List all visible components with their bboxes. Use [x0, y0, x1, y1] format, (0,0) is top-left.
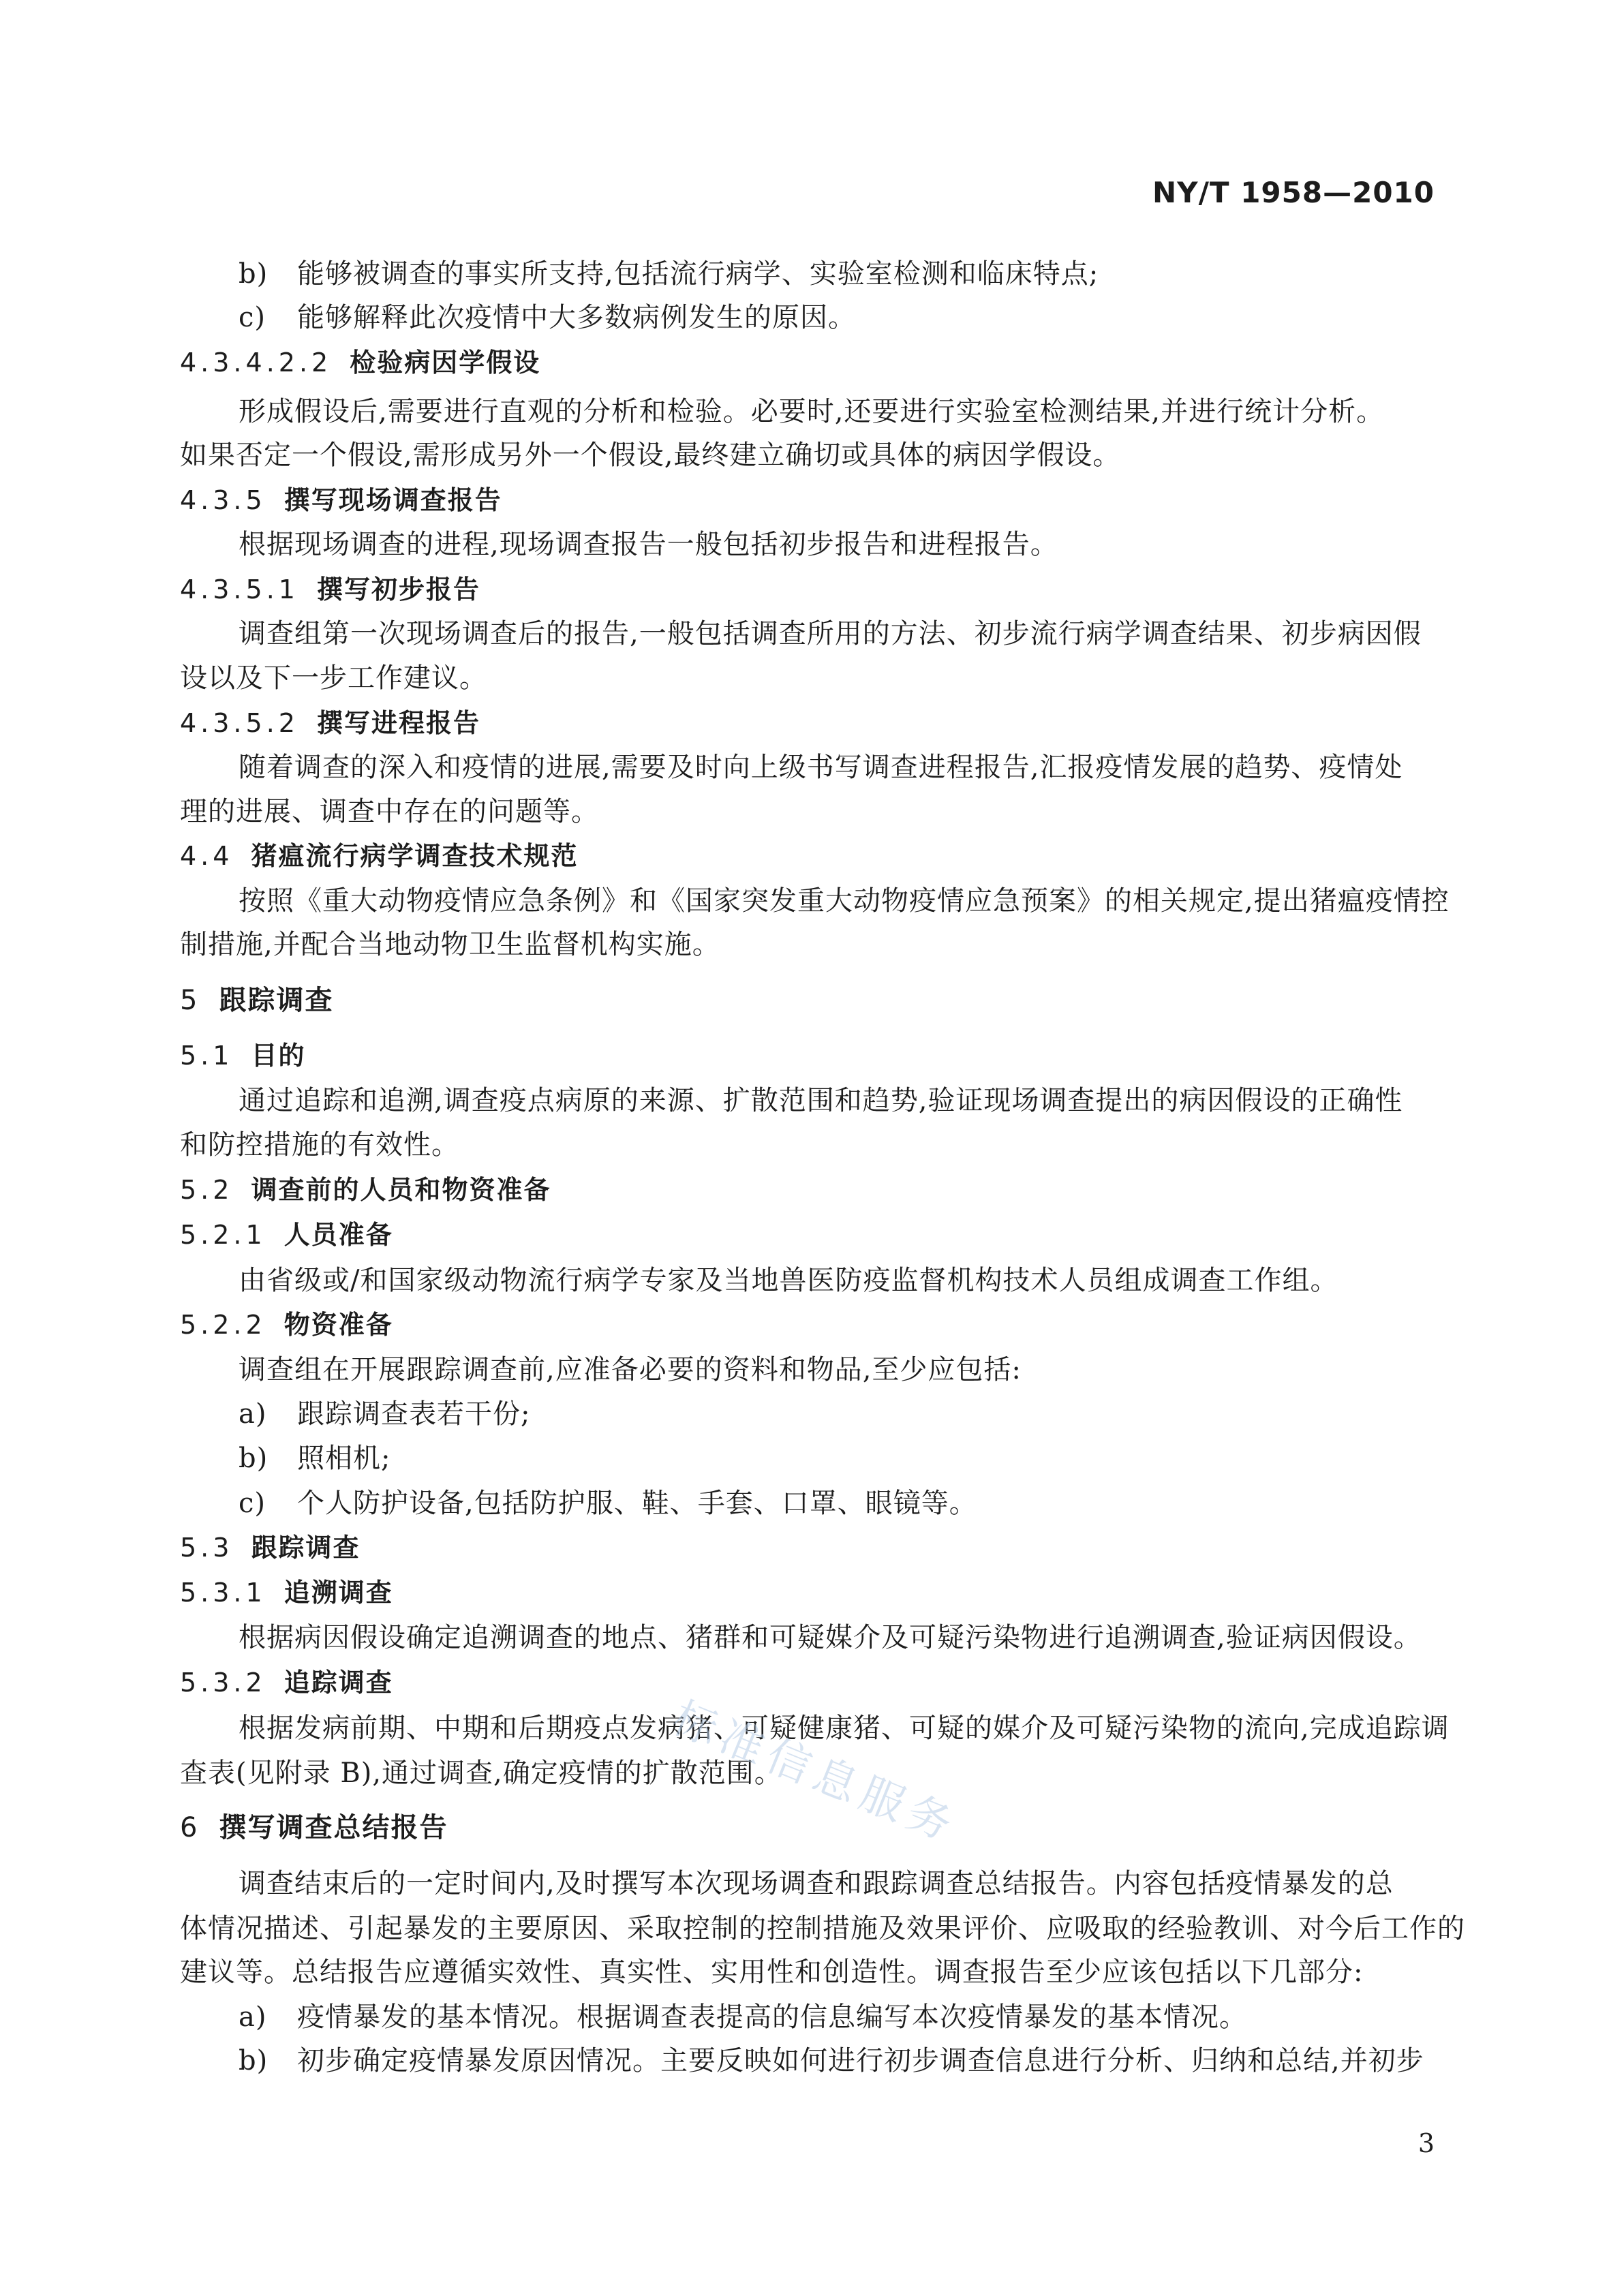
list-label: c) — [239, 1488, 266, 1519]
paragraph-line: 根据现场调查的进程,现场调查报告一般包括初步报告和进程报告。 — [239, 529, 1058, 560]
section-title: 追溯调查 — [284, 1578, 393, 1608]
section-number: 4.3.5.1 — [180, 574, 299, 604]
section-title: 猪瘟流行病学调查技术规范 — [251, 841, 579, 871]
section-title: 撰写现场调查报告 — [284, 485, 502, 515]
list-item — [239, 2047, 1424, 2074]
paragraph-continuation: 和防控措施的有效性。 — [180, 1129, 459, 1161]
paragraph-continuation: 如果否定一个假设,需形成另外一个假设,最终建立确切或具体的病因学假设。 — [180, 440, 1121, 471]
section-heading — [180, 1312, 393, 1338]
paragraph-line: 由省级或/和国家级动物流行病学专家及当地兽医防疫监督机构技术人员组成调查工作组。 — [239, 1265, 1338, 1296]
section-number: 5.2 — [180, 1175, 234, 1205]
list-text: 初步确定疫情暴发原因情况。主要反映如何进行初步调查信息进行分析、归纳和总结,并初步 — [297, 2045, 1424, 2076]
list-label: a) — [239, 2001, 267, 2033]
list-item — [239, 1445, 390, 1472]
section-title: 撰写初步报告 — [316, 574, 480, 604]
section-heading — [180, 843, 578, 869]
paragraph-line: 调查结束后的一定时间内,及时撰写本次现场调查和跟踪调查总结报告。内容包括疫情暴发的总 — [239, 1868, 1394, 1899]
list-item — [239, 1400, 530, 1428]
section-number: 5.3 — [180, 1533, 234, 1563]
standard-code: NY/T 1958—2010 — [1152, 176, 1435, 209]
paragraph-line: 通过追踪和追溯,调查疫点病原的来源、扩散范围和趋势,验证现场调查提出的病因假设的正确性 — [239, 1085, 1403, 1116]
list-text: 跟踪调查表若干份; — [297, 1398, 531, 1430]
section-title: 目的 — [251, 1041, 306, 1071]
section-title: 调查前的人员和物资准备 — [251, 1175, 551, 1205]
paragraph-line: 按照《重大动物疫情应急条例》和《国家突发重大动物疫情应急预案》的相关规定,提出猪瘟疫情控 — [239, 885, 1450, 917]
section-title: 物资准备 — [284, 1310, 393, 1340]
section-number: 4.3.5 — [180, 485, 266, 515]
section-title: 撰写调查总结报告 — [219, 1812, 448, 1843]
section-heading — [180, 1043, 305, 1069]
paragraph-line: 形成假设后,需要进行直观的分析和检验。必要时,还要进行实验室检测结果,并进行统计分析。 — [239, 396, 1385, 427]
section-title: 撰写进程报告 — [316, 708, 480, 738]
section-number: 6 — [180, 1812, 202, 1843]
section-heading — [180, 487, 502, 513]
section-number: 4.4 — [180, 841, 234, 871]
paragraph-continuation: 制措施,并配合当地动物卫生监督机构实施。 — [180, 929, 720, 960]
paragraph-continuation: 设以及下一步工作建议。 — [180, 662, 487, 694]
paragraph-continuation: 查表(见附录 B),通过调查,确定疫情的扩散范围。 — [180, 1758, 782, 1789]
list-label: b) — [239, 2045, 269, 2076]
paragraph-continuation: 建议等。总结报告应遵循实效性、真实性、实用性和创造性。调查报告至少应该包括以下几部分: — [180, 1957, 1364, 1988]
list-text: 疫情暴发的基本情况。根据调查表提高的信息编写本次疫情暴发的基本情况。 — [297, 2001, 1247, 2033]
section-number: 4.3.5.2 — [180, 708, 299, 738]
section-number: 5 — [180, 985, 202, 1016]
section-heading — [180, 1580, 393, 1606]
list-item — [239, 2001, 1247, 2033]
section-number: 5.3.2 — [180, 1668, 266, 1698]
section-number: 5.2.1 — [180, 1220, 266, 1250]
section-heading — [180, 1814, 448, 1841]
section-number: 5.1 — [180, 1041, 234, 1071]
section-number: 4.3.4.2.2 — [180, 348, 333, 378]
section-title: 检验病因学假设 — [350, 348, 541, 378]
paragraph-line: 调查组第一次现场调查后的报告,一般包括调查所用的方法、初步流行病学调查结果、初步病因假 — [239, 618, 1422, 649]
list-label: b) — [239, 1443, 269, 1474]
list-item — [239, 260, 1099, 288]
watermark: 标准信息服务 — [665, 1692, 966, 1853]
page-number: 3 — [1418, 2128, 1435, 2158]
section-heading — [180, 987, 333, 1014]
list-label: b) — [239, 258, 269, 290]
paragraph-line: 随着调查的深入和疫情的进展,需要及时向上级书写调查进程报告,汇报疫情发展的趋势、疫情处 — [239, 752, 1403, 783]
section-title: 人员准备 — [284, 1220, 393, 1250]
section-number: 5.2.2 — [180, 1310, 266, 1340]
section-heading — [180, 574, 480, 604]
list-label: a) — [239, 1398, 267, 1430]
section-heading — [180, 710, 480, 736]
list-text: 个人防护设备,包括防护服、鞋、手套、口罩、眼镜等。 — [297, 1488, 977, 1519]
list-text: 照相机; — [297, 1443, 391, 1474]
list-label: c) — [239, 302, 266, 333]
section-heading — [180, 348, 541, 378]
section-title: 跟踪调查 — [251, 1533, 361, 1563]
list-item — [239, 1490, 977, 1517]
section-title: 追踪调查 — [284, 1668, 393, 1698]
section-heading — [180, 1670, 393, 1696]
section-heading — [180, 1177, 551, 1203]
list-text: 能够解释此次疫情中大多数病例发生的原因。 — [297, 302, 856, 333]
section-heading — [180, 1535, 360, 1561]
paragraph-continuation: 理的进展、调查中存在的问题等。 — [180, 796, 599, 827]
list-text: 能够被调查的事实所支持,包括流行病学、实验室检测和临床特点; — [297, 258, 1099, 290]
paragraph-line: 根据发病前期、中期和后期疫点发病猪、可疑健康猪、可疑的媒介及可疑污染物的流向,完成追踪调 — [239, 1713, 1450, 1744]
section-heading — [180, 1222, 393, 1248]
paragraph-line: 调查组在开展跟踪调查前,应准备必要的资料和物品,至少应包括: — [239, 1354, 1022, 1385]
section-title: 跟踪调查 — [219, 985, 334, 1016]
list-item — [239, 304, 856, 331]
section-number: 5.3.1 — [180, 1578, 266, 1608]
paragraph-continuation: 体情况描述、引起暴发的主要原因、采取控制的控制措施及效果评价、应吸取的经验教训、对今后工作的 — [180, 1913, 1465, 1944]
paragraph-line: 根据病因假设确定追溯调查的地点、猪群和可疑媒介及可疑污染物进行追溯调查,验证病因假设。 — [239, 1622, 1422, 1653]
